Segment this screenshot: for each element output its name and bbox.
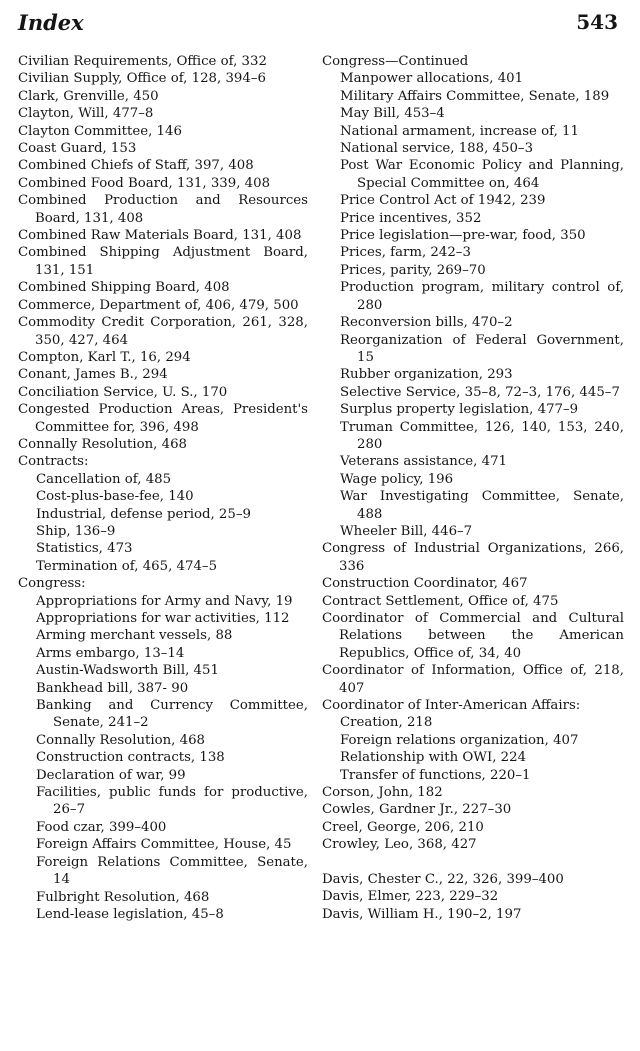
index-entry: Compton, Karl T., 16, 294 bbox=[18, 349, 191, 365]
index-entry: Congress: bbox=[18, 576, 86, 592]
index-subentry: Construction contracts, 138 bbox=[36, 750, 225, 766]
index-subentry: Statistics, 473 bbox=[36, 541, 133, 557]
index-entry: Conant, James B., 294 bbox=[18, 367, 168, 383]
index-entry: Connally Resolution, 468 bbox=[18, 436, 188, 452]
index-entry: Coordinator of Information, Office of, 218, 407 bbox=[322, 663, 624, 696]
index-subentry: Prices, parity, 269–70 bbox=[340, 262, 486, 278]
index-entry: Coast Guard, 153 bbox=[18, 141, 137, 157]
index-subentry: Veterans assistance, 471 bbox=[340, 454, 507, 470]
index-entry: Construction Coordinator, 467 bbox=[322, 576, 528, 592]
index-entry: Civilian Requirements, Office of, 332 bbox=[18, 54, 267, 69]
index-entry: Combined Raw Materials Board, 131, 408 bbox=[18, 228, 302, 244]
index-subentry: Truman Committee, 126, 140, 153, 240, 280 bbox=[340, 419, 624, 452]
index-subentry: National service, 188, 450–3 bbox=[340, 141, 534, 157]
index-subentry: Food czar, 399–400 bbox=[36, 819, 167, 835]
index-entry: Commerce, Department of, 406, 479, 500 bbox=[18, 297, 299, 313]
page-header bbox=[18, 10, 618, 40]
index-entry: Congress of Industrial Organizations, 266, 336 bbox=[322, 541, 624, 574]
index-subentry: Connally Resolution, 468 bbox=[36, 732, 206, 748]
index-subentry: War Investigating Committee, Senate, 488 bbox=[340, 489, 624, 522]
index-column-left bbox=[18, 53, 308, 923]
index-subentry: Surplus property legislation, 477–9 bbox=[340, 402, 579, 418]
index-subentry: Production program, military control of, 280 bbox=[340, 280, 624, 313]
index-subentry: Reconversion bills, 470–2 bbox=[340, 315, 513, 331]
index-entry: Contract Settlement, Office of, 475 bbox=[322, 593, 559, 609]
index-subentry: Prices, farm, 242–3 bbox=[340, 245, 471, 261]
index-subentry: Lend-lease legislation, 45–8 bbox=[36, 906, 224, 922]
index-column-right bbox=[322, 53, 624, 923]
index-subentry: Declaration of war, 99 bbox=[36, 767, 186, 783]
index-subentry: Manpower allocations, 401 bbox=[340, 71, 524, 87]
index-entry: Combined Production and Resources Board, 131, 408 bbox=[18, 193, 308, 226]
index-subentry: Foreign relations organization, 407 bbox=[340, 732, 579, 748]
index-subentry: Appropriations for Army and Navy, 19 bbox=[36, 593, 293, 609]
index-subentry: Price legislation—pre-war, food, 350 bbox=[340, 228, 586, 244]
index-subentry: Ship, 136–9 bbox=[36, 523, 116, 539]
index-subentry: Arms embargo, 13–14 bbox=[36, 645, 185, 661]
index-entry: Congress—Continued bbox=[322, 54, 469, 69]
index-entry: Coordinator of Commercial and Cultural Relations between the American Republics, Office of, 34, 40 bbox=[322, 611, 624, 661]
index-subentry: Price incentives, 352 bbox=[340, 210, 482, 226]
index-subentry: Bankhead bill, 387- 90 bbox=[36, 680, 189, 696]
index-entry: Conciliation Service, U. S., 170 bbox=[18, 384, 228, 400]
index-subentry: Austin-Wadsworth Bill, 451 bbox=[36, 663, 219, 679]
index-entry: Clayton, Will, 477–8 bbox=[18, 106, 154, 122]
index-subentry: Facilities, public funds for productive, 26–7 bbox=[36, 785, 308, 818]
index-entry: Davis, Elmer, 223, 229–32 bbox=[322, 889, 499, 905]
index-subentry: Appropriations for war activities, 112 bbox=[36, 611, 290, 626]
index-subentry: Price Control Act of 1942, 239 bbox=[340, 193, 546, 209]
index-subentry: Post War Economic Policy and Planning, Special Committee on, 464 bbox=[340, 158, 624, 191]
page-title: Index bbox=[18, 10, 84, 35]
index-subentry: Creation, 218 bbox=[340, 715, 433, 731]
index-subentry: Military Affairs Committee, Senate, 189 bbox=[340, 88, 610, 104]
index-entry: Combined Chiefs of Staff, 397, 408 bbox=[18, 158, 254, 174]
index-subentry: Arming merchant vessels, 88 bbox=[36, 628, 233, 644]
index-entry: Congested Production Areas, President's Committee for, 396, 498 bbox=[18, 402, 308, 435]
index-entry: Civilian Supply, Office of, 128, 394–6 bbox=[18, 71, 266, 87]
index-entry: Coordinator of Inter-American Affairs: bbox=[322, 698, 581, 714]
index-entry: Clark, Grenville, 450 bbox=[18, 88, 159, 104]
index-subentry: Rubber organization, 293 bbox=[340, 367, 513, 383]
index-subentry: Foreign Affairs Committee, House, 45 bbox=[36, 837, 292, 853]
index-entry: Crowley, Leo, 368, 427 bbox=[322, 837, 477, 853]
index-subentry: Wage policy, 196 bbox=[340, 471, 454, 487]
index-entry: Davis, Chester C., 22, 326, 399–400 bbox=[322, 871, 564, 887]
index-entry: Contracts: bbox=[18, 454, 89, 470]
index-subentry: National armament, increase of, 11 bbox=[340, 123, 579, 139]
index-entry: Creel, George, 206, 210 bbox=[322, 819, 484, 835]
index-entry: Combined Shipping Board, 408 bbox=[18, 280, 230, 296]
index-subentry: Industrial, defense period, 25–9 bbox=[36, 506, 251, 522]
index-subentry: Banking and Currency Committee, Senate, 241–2 bbox=[36, 698, 308, 731]
index-subentry: May Bill, 453–4 bbox=[340, 106, 445, 122]
index-entry: Combined Food Board, 131, 339, 408 bbox=[18, 175, 271, 191]
index-entry: Clayton Committee, 146 bbox=[18, 123, 182, 139]
index-entry: Corson, John, 182 bbox=[322, 785, 443, 801]
index-entry: Davis, William H., 190–2, 197 bbox=[322, 906, 522, 922]
index-entry: Commodity Credit Corporation, 261, 328, 350, 427, 464 bbox=[18, 315, 308, 348]
index-subentry: Transfer of functions, 220–1 bbox=[340, 767, 531, 783]
page-number: 543 bbox=[576, 10, 618, 34]
index-subentry: Foreign Relations Committee, Senate, 14 bbox=[36, 854, 308, 888]
index-entry: Combined Shipping Adjustment Board, 131, 151 bbox=[18, 245, 308, 278]
index-subentry: Reorganization of Federal Government, 15 bbox=[340, 332, 624, 365]
index-entry: Cowles, Gardner Jr., 227–30 bbox=[322, 802, 512, 818]
index-subentry: Fulbright Resolution, 468 bbox=[36, 889, 210, 905]
index-subentry: Wheeler Bill, 446–7 bbox=[340, 523, 473, 539]
index-subentry: Selective Service, 35–8, 72–3, 176, 445–7 bbox=[340, 384, 620, 400]
index-subentry: Relationship with OWI, 224 bbox=[340, 750, 527, 766]
index-subentry: Cost-plus-base-fee, 140 bbox=[36, 489, 194, 505]
index-subentry: Termination of, 465, 474–5 bbox=[36, 558, 218, 574]
index-subentry: Cancellation of, 485 bbox=[36, 471, 172, 487]
